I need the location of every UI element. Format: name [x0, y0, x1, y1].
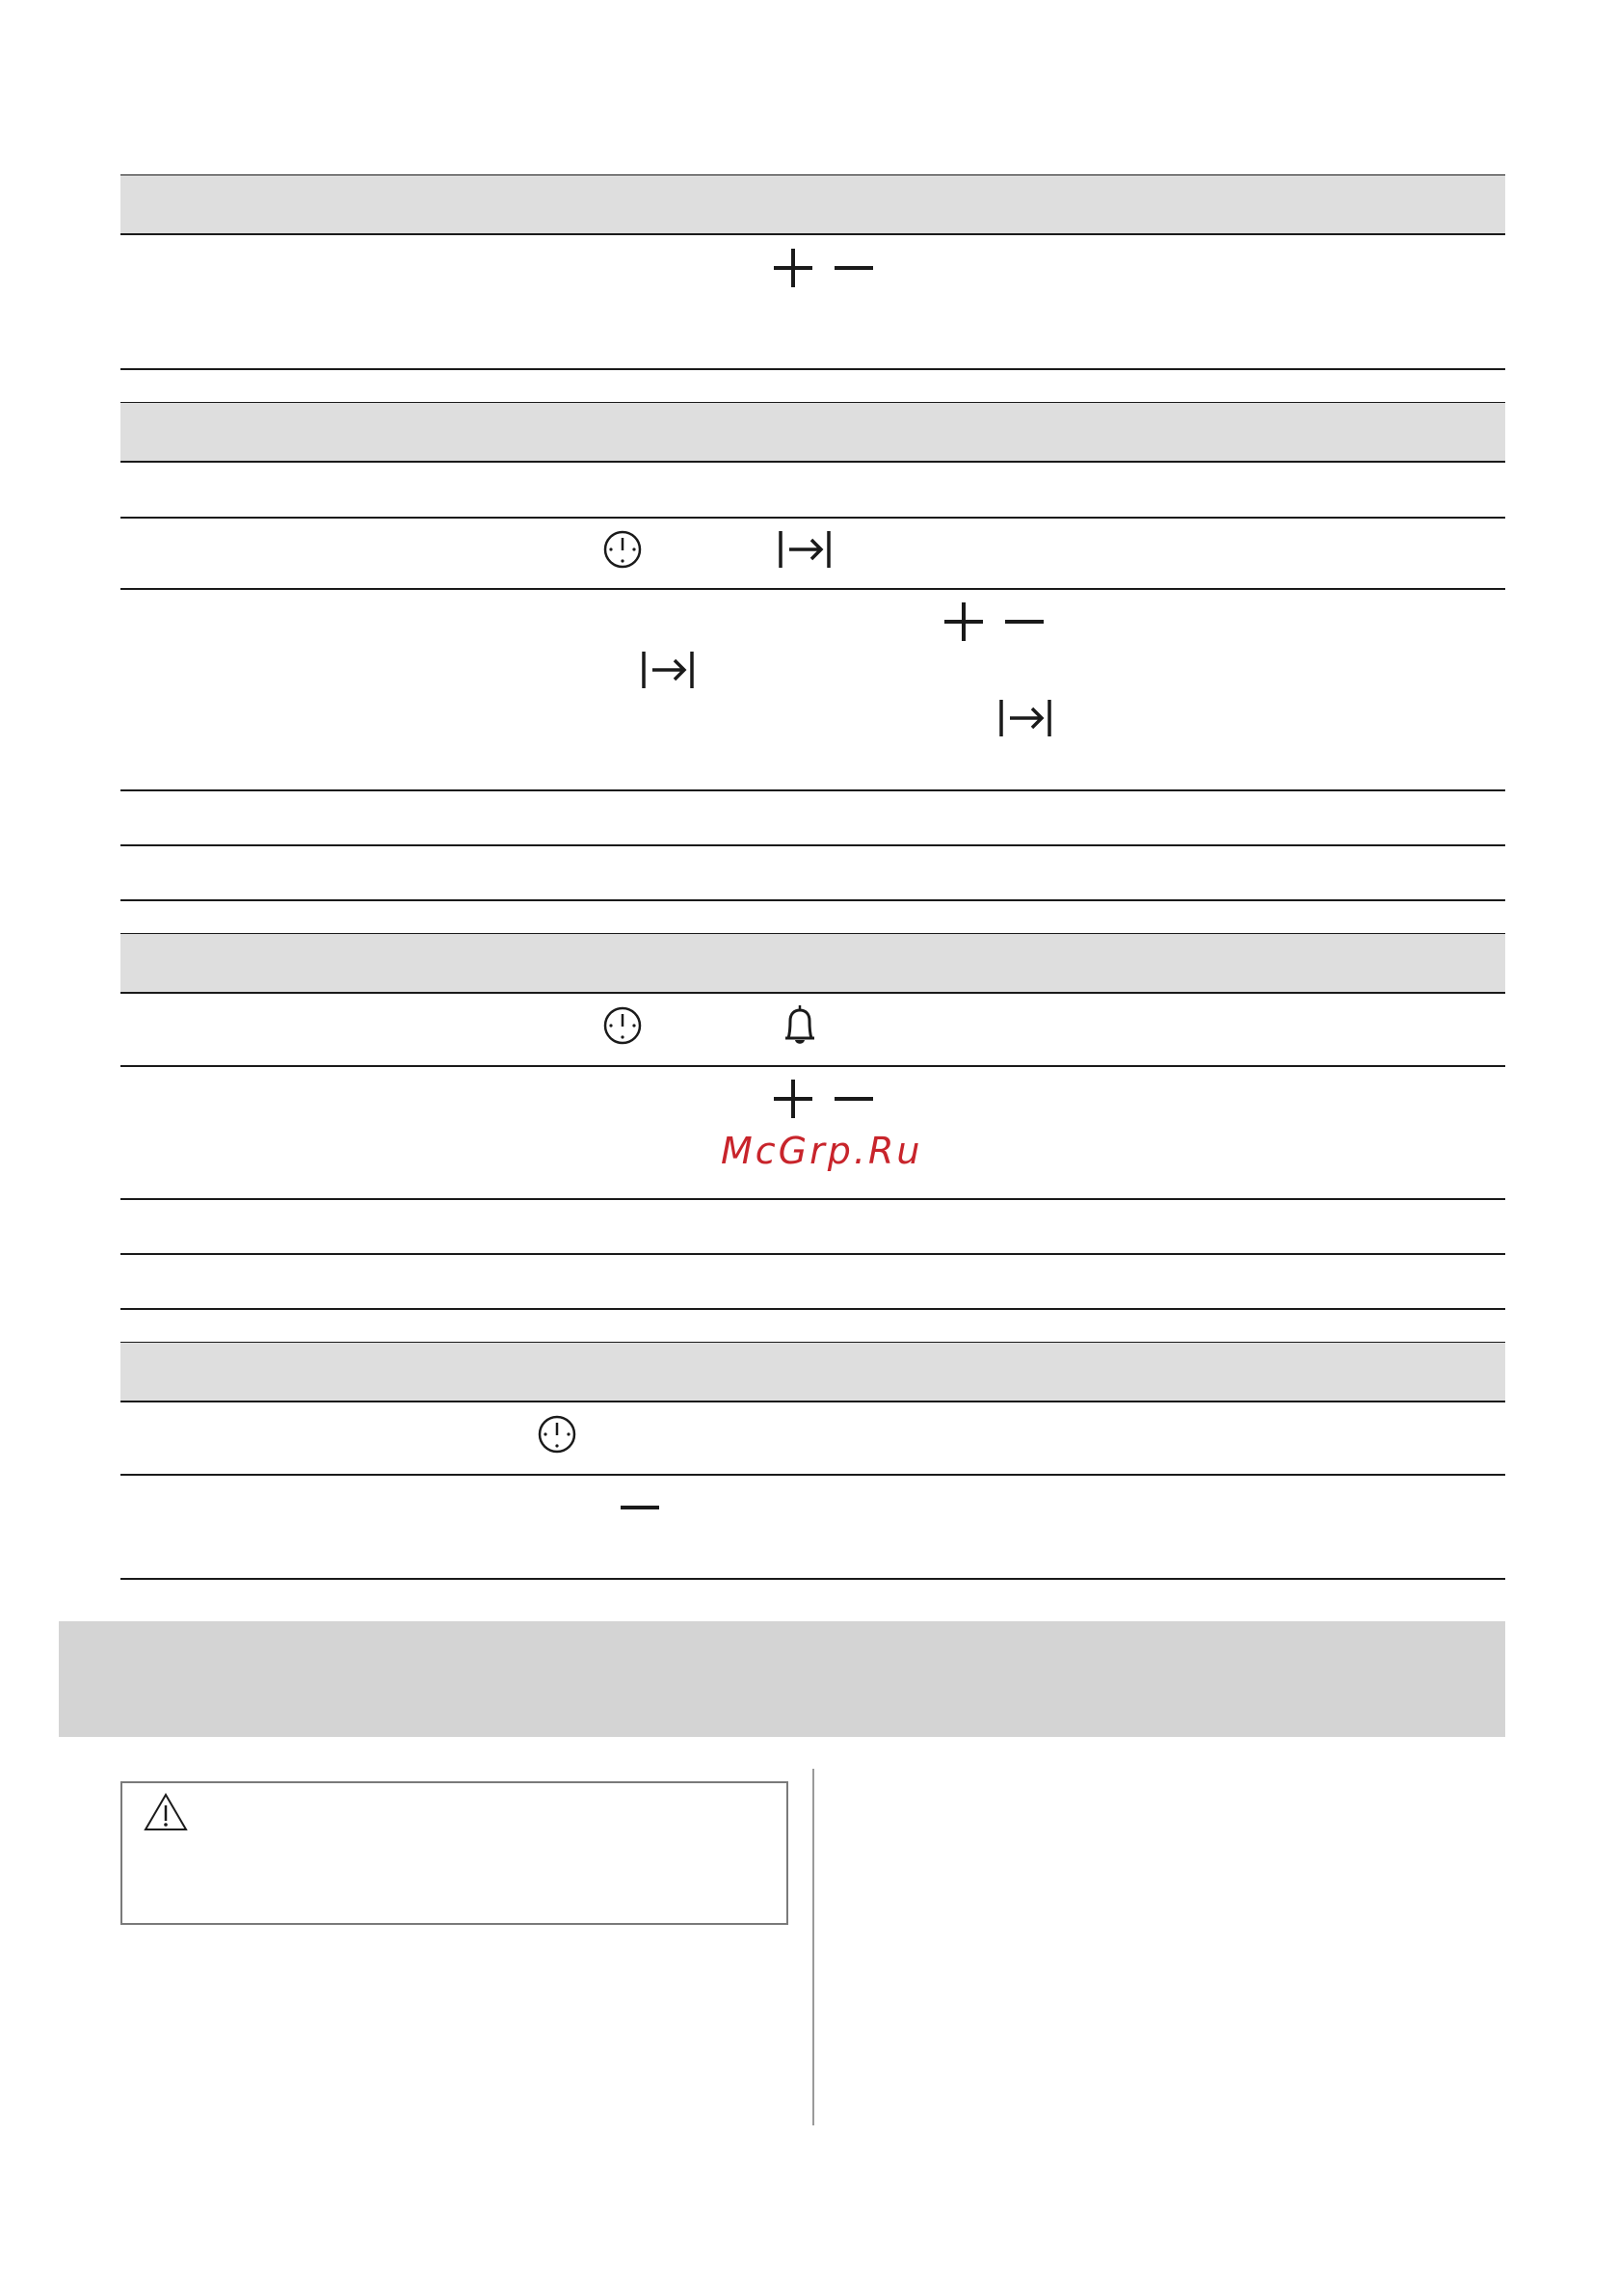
table-rule — [120, 1065, 1505, 1067]
table-rule — [120, 588, 1505, 590]
plus-icon — [772, 1078, 814, 1120]
table-header-band — [120, 934, 1505, 992]
minus-icon — [1003, 601, 1046, 643]
table-rule — [120, 1198, 1505, 1200]
next-icon — [998, 698, 1052, 738]
minus-icon — [833, 247, 875, 289]
warning-triangle-icon — [143, 1792, 189, 1832]
table-rule — [120, 992, 1505, 994]
column-divider — [812, 1769, 814, 2125]
watermark: McGrp.Ru — [721, 1130, 923, 1172]
bell-icon — [781, 1003, 819, 1048]
table-rule — [120, 1578, 1505, 1580]
table-rule — [120, 1401, 1505, 1402]
plus-icon — [772, 247, 814, 289]
minus-icon — [619, 1486, 661, 1529]
table-rule — [120, 899, 1505, 901]
table-rule — [120, 1474, 1505, 1476]
next-icon — [641, 650, 695, 690]
next-icon — [778, 529, 832, 570]
table-header-band — [120, 175, 1505, 233]
section-header-band — [59, 1621, 1505, 1737]
table-rule — [120, 461, 1505, 463]
table-rule — [120, 844, 1505, 846]
table-rule — [120, 517, 1505, 519]
warning-box — [120, 1781, 788, 1925]
table-header-band — [120, 403, 1505, 461]
minus-icon — [833, 1078, 875, 1120]
table-rule — [120, 368, 1505, 370]
table-header-band — [120, 1343, 1505, 1401]
table-rule — [120, 789, 1505, 791]
clock-icon — [537, 1414, 577, 1455]
clock-icon — [602, 529, 643, 570]
table-rule — [120, 233, 1505, 235]
table-rule — [120, 1253, 1505, 1255]
plus-icon — [942, 601, 985, 643]
table-rule — [120, 1308, 1505, 1310]
clock-icon — [602, 1005, 643, 1046]
